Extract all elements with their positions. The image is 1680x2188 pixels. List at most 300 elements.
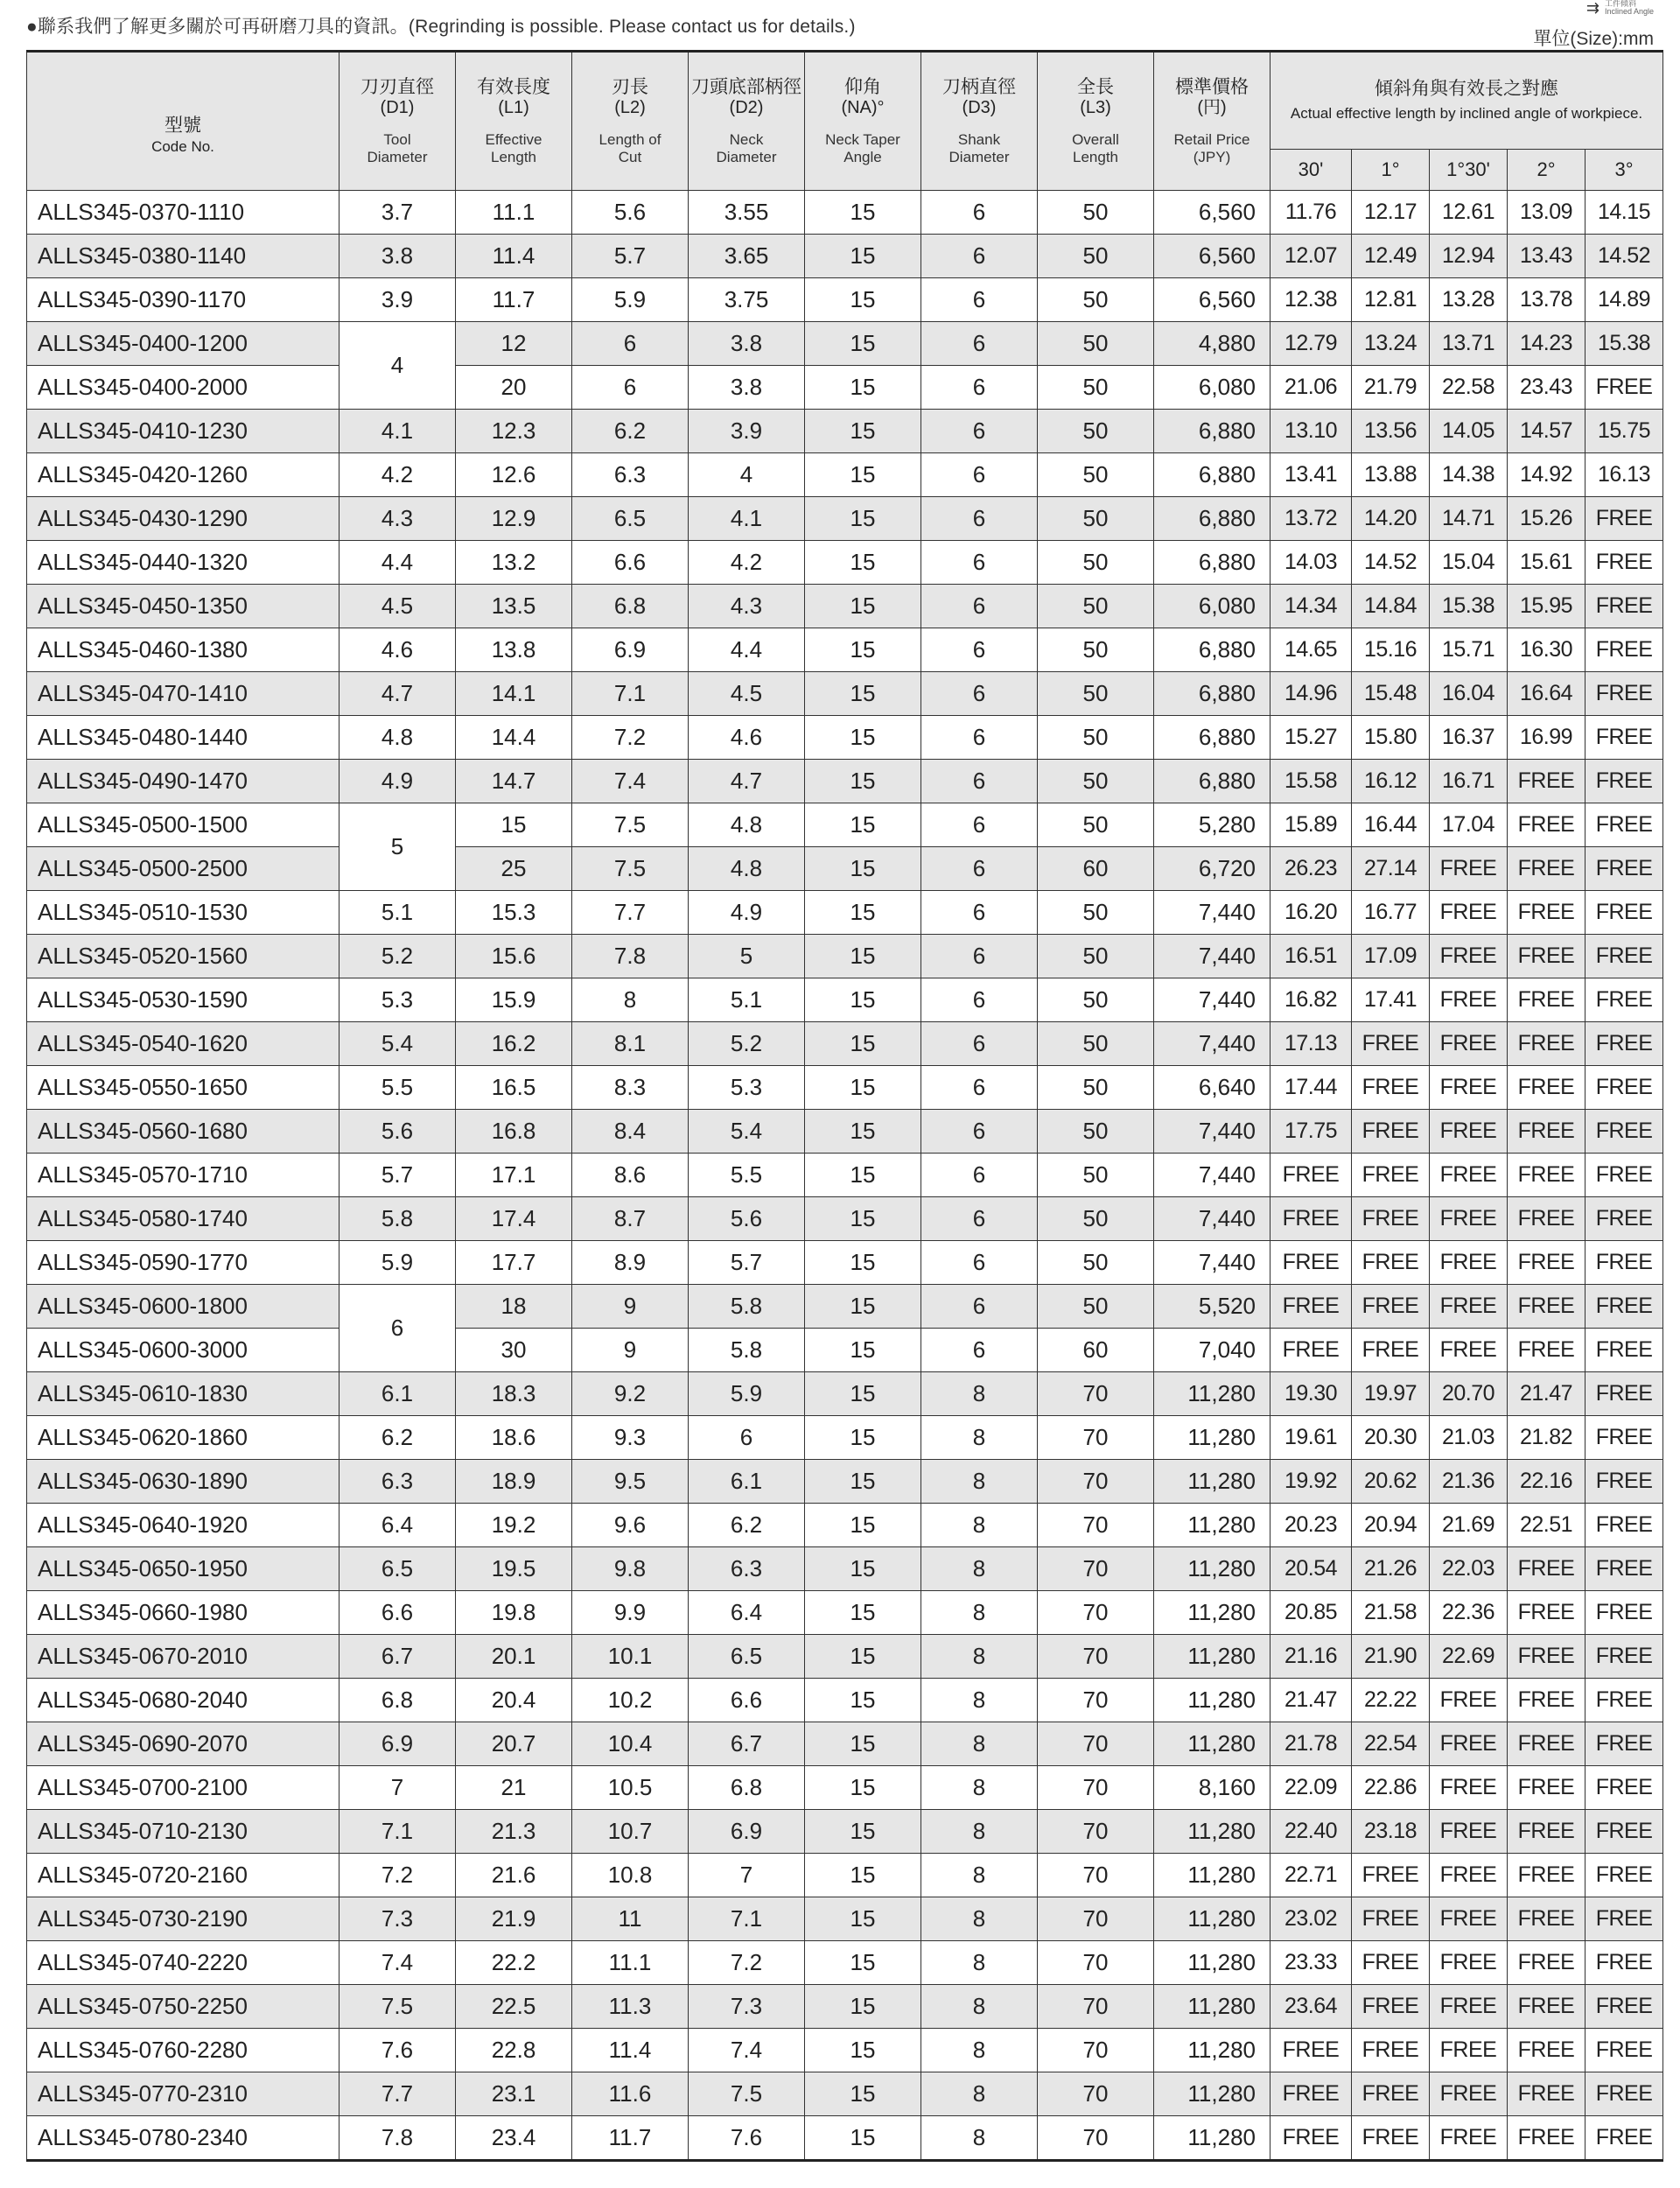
cell-angle-30min: 23.02 (1270, 1897, 1352, 1941)
table-row (27, 191, 1663, 235)
cell-d3: 8 (921, 1854, 1038, 1897)
cell-angle-30min: 15.58 (1270, 760, 1352, 803)
cell-angle-1deg: 15.48 (1352, 672, 1430, 716)
cell-d3: 6 (921, 891, 1038, 935)
cell-d1: 4 (340, 322, 456, 410)
cell-angle-1deg: 16.77 (1352, 891, 1430, 935)
cell-l3: 70 (1038, 2029, 1154, 2072)
cell-l3: 70 (1038, 1416, 1154, 1460)
cell-angle-1deg: FREE (1352, 1022, 1430, 1066)
header-l1-en2: Length (491, 148, 536, 165)
cell-code: ALLS345-0530-1590 (27, 978, 340, 1022)
table-row (27, 497, 1663, 541)
cell-l2: 10.8 (572, 1854, 689, 1897)
cell-angle-30min: 17.75 (1270, 1110, 1352, 1154)
cell-l1: 20.1 (456, 1635, 572, 1679)
cell-angle-1deg: FREE (1352, 1110, 1430, 1154)
cell-angle-1deg30min: FREE (1430, 2116, 1508, 2161)
cell-angle-2deg: 15.61 (1508, 541, 1586, 585)
cell-price: 11,280 (1154, 1416, 1270, 1460)
cell-d3: 6 (921, 278, 1038, 322)
cell-angle-30min: 11.76 (1270, 191, 1352, 235)
header-d3-zh: 刀柄直徑 (942, 76, 1016, 97)
cell-price: 6,080 (1154, 366, 1270, 410)
cell-angle-1deg: 22.54 (1352, 1722, 1430, 1766)
cell-na: 15 (805, 672, 921, 716)
cell-d3: 6 (921, 585, 1038, 628)
cell-l2: 6.2 (572, 410, 689, 453)
cell-angle-1deg30min: FREE (1430, 1110, 1508, 1154)
cell-angle-1deg: 21.58 (1352, 1591, 1430, 1635)
cell-code: ALLS345-0640-1920 (27, 1504, 340, 1547)
cell-na: 15 (805, 497, 921, 541)
cell-d1: 3.7 (340, 191, 456, 235)
cell-angle-30min: 22.40 (1270, 1810, 1352, 1854)
header-l1-en (456, 131, 571, 166)
cell-l1: 30 (456, 1329, 572, 1372)
cell-d1: 4.5 (340, 585, 456, 628)
header-d3-en (921, 131, 1037, 166)
cell-price: 11,280 (1154, 1504, 1270, 1547)
cell-angle-3deg: FREE (1586, 1460, 1663, 1504)
cell-d2: 5.3 (689, 1066, 805, 1110)
cell-price: 6,880 (1154, 716, 1270, 760)
table-row (27, 278, 1663, 322)
cell-angle-3deg: FREE (1586, 1766, 1663, 1810)
cell-price: 6,080 (1154, 585, 1270, 628)
cell-l3: 50 (1038, 716, 1154, 760)
cell-na: 15 (805, 1154, 921, 1197)
cell-l2: 7.5 (572, 803, 689, 847)
table-row (27, 1197, 1663, 1241)
table-row (27, 541, 1663, 585)
cell-angle-1deg30min: 16.04 (1430, 672, 1508, 716)
cell-angle-30min: FREE (1270, 1154, 1352, 1197)
cell-d1: 6.1 (340, 1372, 456, 1416)
cell-angle-2deg: FREE (1508, 1329, 1586, 1372)
inclined-angle-icon: ⇉ (1586, 0, 1600, 17)
table-row (27, 1285, 1663, 1329)
cell-code: ALLS345-0480-1440 (27, 716, 340, 760)
cell-angle-3deg: FREE (1586, 1679, 1663, 1722)
cell-d3: 6 (921, 1197, 1038, 1241)
cell-na: 15 (805, 891, 921, 935)
cell-angle-30min: 21.78 (1270, 1722, 1352, 1766)
cell-angle-3deg: 14.15 (1586, 191, 1663, 235)
header-angle-1deg30min: 1°30' (1430, 150, 1508, 191)
cell-d3: 6 (921, 191, 1038, 235)
table-row (27, 1154, 1663, 1197)
cell-code: ALLS345-0700-2100 (27, 1766, 340, 1810)
cell-angle-2deg: FREE (1508, 1591, 1586, 1635)
header-d1-en1: Tool (383, 130, 411, 148)
cell-d1: 5.4 (340, 1022, 456, 1066)
table-row (27, 628, 1663, 672)
cell-l1: 16.8 (456, 1110, 572, 1154)
cell-d1: 7.3 (340, 1897, 456, 1941)
cell-code: ALLS345-0580-1740 (27, 1197, 340, 1241)
header-l1-sym: (L1) (498, 97, 529, 117)
cell-d3: 6 (921, 1022, 1038, 1066)
cell-angle-2deg: FREE (1508, 1241, 1586, 1285)
cell-d3: 6 (921, 1066, 1038, 1110)
cell-na: 15 (805, 760, 921, 803)
table-row (27, 1766, 1663, 1810)
cell-angle-30min: 20.54 (1270, 1547, 1352, 1591)
cell-code: ALLS345-0440-1320 (27, 541, 340, 585)
header-d2-zh: 刀頭底部柄徑 (691, 76, 802, 97)
table-row (27, 672, 1663, 716)
cell-l1: 21.6 (456, 1854, 572, 1897)
cell-l3: 50 (1038, 541, 1154, 585)
cell-price: 11,280 (1154, 1679, 1270, 1722)
cell-code: ALLS345-0380-1140 (27, 235, 340, 278)
cell-code: ALLS345-0710-2130 (27, 1810, 340, 1854)
table-row (27, 235, 1663, 278)
cell-angle-1deg: 14.20 (1352, 497, 1430, 541)
cell-angle-30min: FREE (1270, 1241, 1352, 1285)
cell-code: ALLS345-0450-1350 (27, 585, 340, 628)
cell-na: 15 (805, 541, 921, 585)
cell-angle-2deg: 13.78 (1508, 278, 1586, 322)
cell-l3: 60 (1038, 847, 1154, 891)
cell-code: ALLS345-0670-2010 (27, 1635, 340, 1679)
cell-l1: 17.1 (456, 1154, 572, 1197)
cell-d2: 5.9 (689, 1372, 805, 1416)
cell-price: 7,440 (1154, 1197, 1270, 1241)
cell-angle-3deg: FREE (1586, 1504, 1663, 1547)
header-na-en (805, 131, 920, 166)
cell-d1: 7.7 (340, 2072, 456, 2116)
cell-d2: 6.2 (689, 1504, 805, 1547)
cell-l2: 7.8 (572, 935, 689, 978)
cell-l2: 8.1 (572, 1022, 689, 1066)
cell-code: ALLS345-0660-1980 (27, 1591, 340, 1635)
cell-code: ALLS345-0730-2190 (27, 1897, 340, 1941)
header-code-zh: 型號 (164, 115, 201, 136)
cell-l1: 22.8 (456, 2029, 572, 2072)
inclined-angle-label-en: Inclined Angle (1604, 7, 1654, 16)
cell-angle-1deg30min: 14.71 (1430, 497, 1508, 541)
cell-d3: 6 (921, 978, 1038, 1022)
cell-angle-1deg: FREE (1352, 2072, 1430, 2116)
header-l2 (572, 52, 689, 191)
cell-na: 15 (805, 935, 921, 978)
cell-d2: 4.2 (689, 541, 805, 585)
cell-price: 11,280 (1154, 1635, 1270, 1679)
cell-d3: 8 (921, 1985, 1038, 2029)
header-price-sym: (円) (1197, 97, 1227, 117)
cell-l3: 50 (1038, 1285, 1154, 1329)
cell-angle-3deg: FREE (1586, 2029, 1663, 2072)
cell-d3: 6 (921, 1329, 1038, 1372)
cell-l2: 6 (572, 322, 689, 366)
cell-d3: 6 (921, 760, 1038, 803)
cell-d1: 3.9 (340, 278, 456, 322)
cell-d3: 6 (921, 541, 1038, 585)
cell-na: 15 (805, 803, 921, 847)
cell-l2: 11 (572, 1897, 689, 1941)
cell-d1: 6.7 (340, 1635, 456, 1679)
header-na-en1: Neck Taper (825, 130, 900, 148)
cell-d2: 6.7 (689, 1722, 805, 1766)
cell-l1: 12.3 (456, 410, 572, 453)
cell-d3: 8 (921, 2029, 1038, 2072)
cell-d2: 7.6 (689, 2116, 805, 2161)
cell-angle-3deg: 15.38 (1586, 322, 1663, 366)
cell-angle-1deg30min: 15.38 (1430, 585, 1508, 628)
cell-code: ALLS345-0400-2000 (27, 366, 340, 410)
cell-d2: 4.4 (689, 628, 805, 672)
cell-angle-30min: 16.51 (1270, 935, 1352, 978)
cell-l1: 18.9 (456, 1460, 572, 1504)
cell-na: 15 (805, 1941, 921, 1985)
cell-l2: 9.9 (572, 1591, 689, 1635)
cell-l1: 14.1 (456, 672, 572, 716)
header-price (1154, 52, 1270, 191)
cell-angle-1deg: FREE (1352, 2116, 1430, 2161)
header-l1 (456, 52, 572, 191)
table-row (27, 585, 1663, 628)
cell-price: 11,280 (1154, 1372, 1270, 1416)
cell-d3: 6 (921, 1110, 1038, 1154)
cell-l1: 13.5 (456, 585, 572, 628)
cell-d3: 6 (921, 453, 1038, 497)
cell-l1: 11.4 (456, 235, 572, 278)
cell-angle-30min: FREE (1270, 1329, 1352, 1372)
cell-angle-2deg: FREE (1508, 935, 1586, 978)
cell-angle-30min: 19.30 (1270, 1372, 1352, 1416)
cell-angle-2deg: 16.99 (1508, 716, 1586, 760)
cell-d3: 6 (921, 322, 1038, 366)
cell-code: ALLS345-0690-2070 (27, 1722, 340, 1766)
cell-angle-1deg: 22.86 (1352, 1766, 1430, 1810)
cell-angle-2deg: 21.82 (1508, 1416, 1586, 1460)
cell-angle-1deg30min: 22.69 (1430, 1635, 1508, 1679)
cell-price: 6,880 (1154, 453, 1270, 497)
cell-price: 11,280 (1154, 1591, 1270, 1635)
inclined-angle-label (1605, 0, 1654, 16)
cell-angle-1deg: 14.84 (1352, 585, 1430, 628)
cell-code: ALLS345-0750-2250 (27, 1985, 340, 2029)
cell-l3: 70 (1038, 1591, 1154, 1635)
cell-angle-30min: 23.33 (1270, 1941, 1352, 1985)
header-price-en1: Retail Price (1173, 130, 1250, 148)
cell-code: ALLS345-0500-1500 (27, 803, 340, 847)
cell-l3: 70 (1038, 1985, 1154, 2029)
cell-angle-3deg: 15.75 (1586, 410, 1663, 453)
cell-d1: 4.9 (340, 760, 456, 803)
cell-d2: 7 (689, 1854, 805, 1897)
cell-angle-30min: 15.27 (1270, 716, 1352, 760)
header-l2-zh: 刃長 (612, 76, 648, 97)
header-l3-en (1038, 131, 1153, 166)
cell-l3: 50 (1038, 1241, 1154, 1285)
cell-l3: 50 (1038, 235, 1154, 278)
cell-l3: 50 (1038, 366, 1154, 410)
cell-na: 15 (805, 1547, 921, 1591)
cell-angle-1deg30min: FREE (1430, 2072, 1508, 2116)
cell-l1: 22.5 (456, 1985, 572, 2029)
cell-angle-1deg: FREE (1352, 1241, 1430, 1285)
cell-angle-3deg: FREE (1586, 585, 1663, 628)
cell-na: 15 (805, 1066, 921, 1110)
header-l1-en1: Effective (485, 130, 542, 148)
cell-l1: 20 (456, 366, 572, 410)
cell-angle-1deg: 22.22 (1352, 1679, 1430, 1722)
cell-angle-2deg: FREE (1508, 1941, 1586, 1985)
cell-na: 15 (805, 1985, 921, 2029)
cell-code: ALLS345-0720-2160 (27, 1854, 340, 1897)
cell-d3: 8 (921, 1591, 1038, 1635)
cell-d3: 8 (921, 1766, 1038, 1810)
cell-l1: 21.9 (456, 1897, 572, 1941)
cell-l1: 15.3 (456, 891, 572, 935)
table-row (27, 1110, 1663, 1154)
cell-angle-30min: 12.07 (1270, 235, 1352, 278)
cell-l2: 10.2 (572, 1679, 689, 1722)
cell-na: 15 (805, 453, 921, 497)
cell-angle-1deg30min: 20.70 (1430, 1372, 1508, 1416)
cell-angle-1deg30min: 22.03 (1430, 1547, 1508, 1591)
cell-angle-1deg: 21.26 (1352, 1547, 1430, 1591)
table-row (27, 1416, 1663, 1460)
header-l2-en (572, 131, 688, 166)
cell-angle-1deg30min: FREE (1430, 1154, 1508, 1197)
cell-d1: 6.4 (340, 1504, 456, 1547)
cell-angle-1deg: 16.44 (1352, 803, 1430, 847)
cell-d3: 8 (921, 1810, 1038, 1854)
table-header (27, 52, 1663, 191)
cell-d2: 6.6 (689, 1679, 805, 1722)
cell-angle-1deg: 13.56 (1352, 410, 1430, 453)
cell-l2: 8.7 (572, 1197, 689, 1241)
cell-angle-30min: 16.20 (1270, 891, 1352, 935)
header-angle-1deg: 1° (1352, 150, 1430, 191)
cell-d2: 6 (689, 1416, 805, 1460)
cell-l1: 13.2 (456, 541, 572, 585)
cell-l3: 50 (1038, 803, 1154, 847)
cell-price: 6,720 (1154, 847, 1270, 891)
cell-l2: 6.8 (572, 585, 689, 628)
cell-angle-3deg: FREE (1586, 1066, 1663, 1110)
cell-l2: 9.6 (572, 1504, 689, 1547)
cell-l2: 5.7 (572, 235, 689, 278)
cell-angle-2deg: 16.30 (1508, 628, 1586, 672)
table-row (27, 2029, 1663, 2072)
cell-na: 15 (805, 1854, 921, 1897)
cell-angle-2deg: 22.16 (1508, 1460, 1586, 1504)
cell-angle-30min: 14.96 (1270, 672, 1352, 716)
cell-l3: 50 (1038, 672, 1154, 716)
cell-angle-1deg: 12.17 (1352, 191, 1430, 235)
cell-code: ALLS345-0630-1890 (27, 1460, 340, 1504)
cell-d1: 5.2 (340, 935, 456, 978)
cell-angle-2deg: FREE (1508, 1022, 1586, 1066)
cell-angle-1deg: 12.49 (1352, 235, 1430, 278)
cell-d2: 5.5 (689, 1154, 805, 1197)
cell-angle-2deg: FREE (1508, 2116, 1586, 2161)
cell-angle-30min: FREE (1270, 1285, 1352, 1329)
header-na-zh: 仰角 (844, 76, 881, 97)
cell-angle-2deg: 13.43 (1508, 235, 1586, 278)
cell-l2: 5.6 (572, 191, 689, 235)
cell-code: ALLS345-0510-1530 (27, 891, 340, 935)
cell-angle-1deg30min: FREE (1430, 1941, 1508, 1985)
cell-d3: 6 (921, 366, 1038, 410)
header-na (805, 52, 921, 191)
table-row (27, 1941, 1663, 1985)
cell-angle-30min: 19.92 (1270, 1460, 1352, 1504)
cell-l2: 9 (572, 1329, 689, 1372)
cell-code: ALLS345-0760-2280 (27, 2029, 340, 2072)
cell-d1: 4.3 (340, 497, 456, 541)
cell-d2: 3.9 (689, 410, 805, 453)
table-row (27, 1897, 1663, 1941)
cell-angle-1deg: 20.30 (1352, 1416, 1430, 1460)
cell-angle-3deg: FREE (1586, 1591, 1663, 1635)
cell-price: 11,280 (1154, 1941, 1270, 1985)
cell-l1: 23.1 (456, 2072, 572, 2116)
cell-d1: 6 (340, 1285, 456, 1372)
cell-angle-2deg: FREE (1508, 1066, 1586, 1110)
cell-l3: 60 (1038, 1329, 1154, 1372)
table-row (27, 935, 1663, 978)
cell-d3: 6 (921, 1154, 1038, 1197)
cell-d1: 6.9 (340, 1722, 456, 1766)
cell-code: ALLS345-0740-2220 (27, 1941, 340, 1985)
cell-angle-2deg: FREE (1508, 1547, 1586, 1591)
cell-price: 7,440 (1154, 1241, 1270, 1285)
cell-angle-1deg30min: FREE (1430, 1329, 1508, 1372)
cell-angle-30min: 14.65 (1270, 628, 1352, 672)
table-row (27, 1985, 1663, 2029)
cell-angle-2deg: 22.51 (1508, 1504, 1586, 1547)
cell-angle-3deg: FREE (1586, 2116, 1663, 2161)
cell-d1: 4.7 (340, 672, 456, 716)
cell-angle-3deg: FREE (1586, 978, 1663, 1022)
cell-d1: 7.4 (340, 1941, 456, 1985)
cell-code: ALLS345-0620-1860 (27, 1416, 340, 1460)
cell-d3: 8 (921, 2116, 1038, 2161)
cell-angle-3deg: FREE (1586, 1985, 1663, 2029)
cell-angle-30min: 26.23 (1270, 847, 1352, 891)
table-row (27, 1372, 1663, 1416)
cell-na: 15 (805, 1022, 921, 1066)
table-row (27, 978, 1663, 1022)
cell-l3: 70 (1038, 1372, 1154, 1416)
cell-angle-1deg30min: FREE (1430, 891, 1508, 935)
header-angle-2deg: 2° (1508, 150, 1586, 191)
cell-price: 11,280 (1154, 1460, 1270, 1504)
inclined-angle-legend (1533, 0, 1654, 16)
cell-angle-3deg: FREE (1586, 672, 1663, 716)
cell-d2: 7.5 (689, 2072, 805, 2116)
cell-l2: 6.5 (572, 497, 689, 541)
header-d3-sym: (D3) (962, 97, 997, 117)
cell-angle-30min: 19.61 (1270, 1416, 1352, 1460)
cell-angle-3deg: FREE (1586, 1197, 1663, 1241)
cell-angle-2deg: FREE (1508, 1197, 1586, 1241)
cell-angle-2deg: 23.43 (1508, 366, 1586, 410)
cell-l1: 17.7 (456, 1241, 572, 1285)
cell-angle-1deg: FREE (1352, 1066, 1430, 1110)
cell-d1: 7.6 (340, 2029, 456, 2072)
cell-angle-1deg: FREE (1352, 1941, 1430, 1985)
cell-l2: 11.7 (572, 2116, 689, 2161)
cell-d1: 6.6 (340, 1591, 456, 1635)
cell-angle-3deg: 14.52 (1586, 235, 1663, 278)
